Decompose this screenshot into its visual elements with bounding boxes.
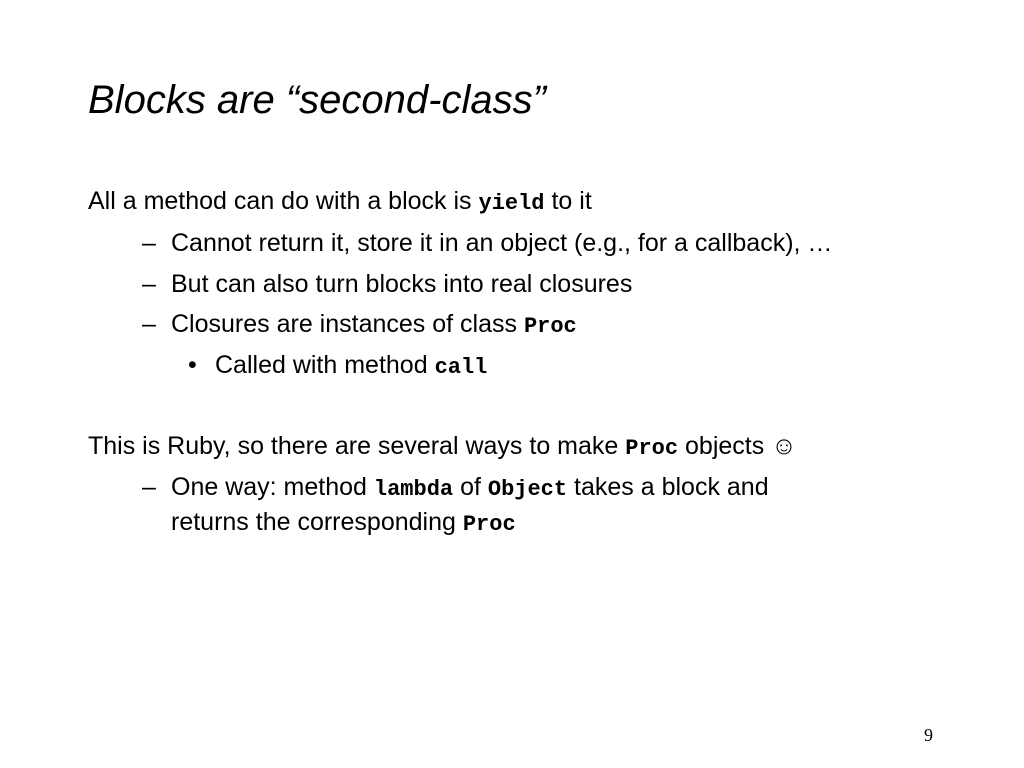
dash-marker: – (142, 310, 156, 338)
bullet-text: Cannot return it, store it in an object (e.g., for a callback), … (171, 229, 833, 257)
dash-marker: – (142, 229, 156, 257)
bullet-text: returns the corresponding (171, 508, 456, 536)
code-yield: yield (478, 191, 545, 216)
paragraph-text: to it (551, 187, 592, 215)
code-proc: Proc (523, 314, 577, 339)
bullet-proc-class (171, 309, 577, 342)
bullet-text: of (460, 473, 481, 501)
bullet-text: One way: method (171, 473, 367, 501)
bullet-text: takes a block and (574, 473, 769, 501)
code-lambda: lambda (373, 477, 454, 502)
subbullet-call (215, 350, 487, 383)
paragraph-ruby (88, 431, 797, 464)
bullet-text: Closures are instances of class (171, 310, 517, 338)
bullet-text: Called with method (215, 351, 428, 379)
paragraph-yield (88, 186, 592, 219)
dash-marker: – (142, 270, 156, 298)
bullet-cannot-return (171, 228, 832, 258)
bullet-marker: • (188, 351, 197, 379)
code-object: Object (487, 477, 568, 502)
code-proc: Proc (625, 436, 679, 461)
bullet-lambda-line1 (171, 472, 769, 505)
bullet-lambda-line2 (171, 507, 516, 540)
bullet-text: But can also turn blocks into real closures (171, 270, 633, 298)
dash-marker: – (142, 473, 156, 501)
bullet-real-closures (171, 269, 632, 299)
smiley-icon: ☺ (771, 432, 797, 460)
paragraph-text: objects (685, 432, 765, 460)
slide-title: Blocks are “second-class” (88, 78, 546, 122)
paragraph-text: All a method can do with a block is (88, 187, 472, 215)
page-number: 9 (924, 725, 933, 745)
paragraph-text: This is Ruby, so there are several ways to make (88, 432, 619, 460)
code-proc: Proc (462, 512, 516, 537)
code-call: call (434, 355, 488, 380)
